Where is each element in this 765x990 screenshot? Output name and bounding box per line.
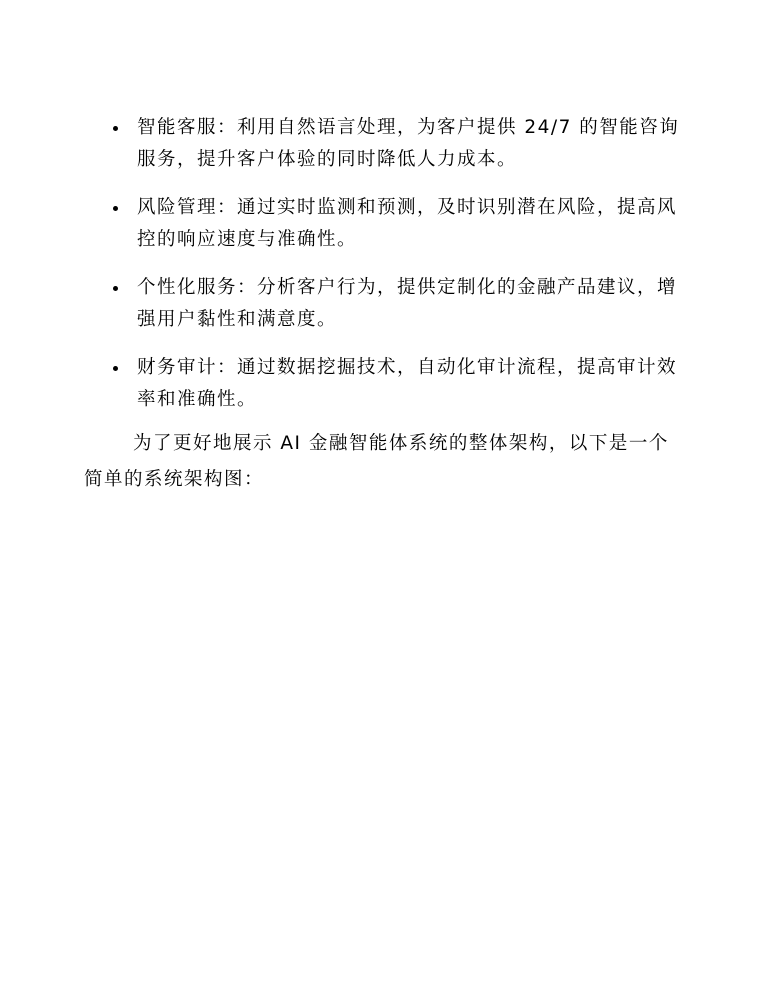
bullet-text: 风险管理：通过实时监测和预测，及时识别潜在风险，提高风控的响应速度与准确性。 [137,197,678,250]
bullet-item-smart-customer-service [104,112,684,176]
application-bullet-list [104,112,684,432]
bullet-item-financial-audit [104,352,684,416]
bullet-text: 智能客服：利用自然语言处理，为客户提供 24/7 的智能咨询服务，提升客户体验的同时降低人力成本。 [137,117,680,170]
bullet-item-personalized-service [104,272,684,336]
bullet-text: 财务审计：通过数据挖掘技术，自动化审计流程，提高审计效率和准确性。 [137,357,678,410]
bullet-item-risk-management [104,192,684,256]
bullet-dot-icon [113,366,118,371]
bullet-dot-icon [113,206,118,211]
bullet-dot-icon [113,286,118,291]
bullet-text: 个性化服务：分析客户行为，提供定制化的金融产品建议，增强用户黏性和满意度。 [137,277,678,330]
architecture-intro-paragraph: 为了更好地展示 AI 金融智能体系统的整体架构，以下是一个简单的系统架构图： [84,433,669,490]
bullet-dot-icon [113,126,118,131]
